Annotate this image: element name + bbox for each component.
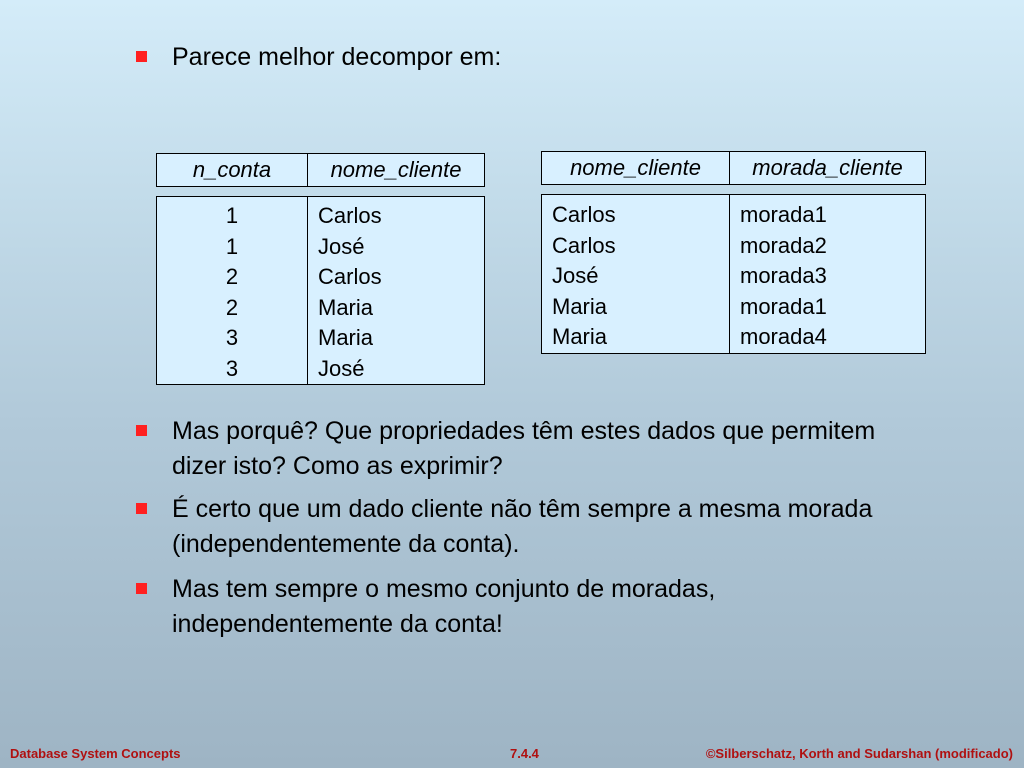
table-cell: Maria: [552, 293, 608, 319]
bullet-square-icon: [136, 583, 147, 594]
table-cell: José: [318, 355, 365, 381]
bullet-square-icon: [136, 503, 147, 514]
table2-col-morada-cliente: [730, 195, 926, 354]
table-cell: Carlos: [552, 202, 616, 227]
bullet-item: [136, 492, 876, 562]
table-cell: Carlos: [318, 264, 382, 289]
table-cell: morada1: [740, 202, 827, 227]
footer-left: Database System Concepts: [10, 746, 181, 761]
bullet-text: Mas porquê? Que propriedades têm estes dados que permitem dizer isto? Como as exprimir?: [172, 417, 876, 480]
table-cell: José: [552, 263, 599, 288]
bullet-text: Parece melhor decompor em:: [172, 43, 502, 71]
table1-header-n-conta: n_conta: [157, 154, 308, 187]
table1-col-nome-cliente: [308, 197, 485, 385]
bullet-square-icon: [136, 425, 147, 436]
table-cell: 3: [225, 355, 239, 381]
table1-col-n-conta: [157, 197, 308, 385]
table-cell: 3: [225, 325, 239, 350]
bullet-text: Mas tem sempre o mesmo conjunto de moradas, independentemente da conta!: [172, 575, 716, 638]
table-cell: Carlos: [318, 203, 382, 228]
table-cell: morada4: [740, 324, 827, 349]
bullet-item: [136, 572, 876, 642]
bullet-square-icon: [136, 51, 147, 62]
table-cell: morada2: [740, 232, 827, 258]
table-cell: morada3: [740, 263, 827, 288]
table2-header-nome-cliente: nome_cliente: [542, 152, 730, 185]
table-cell: 2: [225, 264, 239, 289]
table1-body: [156, 196, 485, 385]
table-cell: morada1: [740, 293, 827, 319]
table-cell: Maria: [318, 294, 374, 320]
table-cell: 1: [225, 233, 239, 259]
table-cell: Maria: [552, 324, 608, 349]
table-cell: José: [318, 233, 365, 259]
bullet-item: [136, 414, 876, 484]
bullet-item: [136, 40, 836, 75]
table2-body: [541, 194, 926, 354]
table-cell: Carlos: [552, 232, 616, 258]
bullet-text: É certo que um dado cliente não têm sempre a mesma morada (independentemente da conta).: [172, 495, 873, 558]
table-cell: Maria: [318, 325, 374, 350]
footer-right: ©Silberschatz, Korth and Sudarshan (modificado): [705, 746, 1013, 761]
table1-header-nome-cliente: nome_cliente: [308, 154, 485, 187]
table2-header: [541, 151, 926, 185]
table1-header: [156, 153, 485, 187]
table2-header-morada-cliente: morada_cliente: [730, 152, 926, 185]
table2-col-nome-cliente: [542, 195, 730, 354]
table-cell: 1: [225, 203, 239, 228]
table-cell: 2: [225, 294, 239, 320]
footer-center: 7.4.4: [510, 746, 539, 761]
